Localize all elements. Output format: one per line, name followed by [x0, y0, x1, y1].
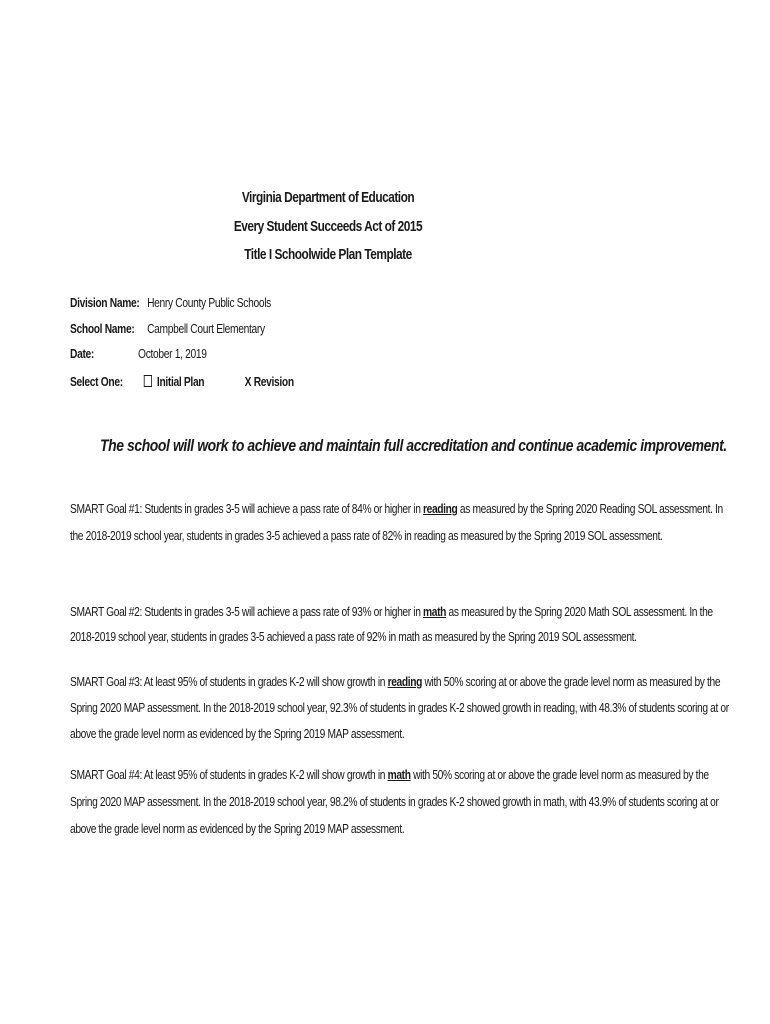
select-label: Select One: [70, 375, 123, 389]
goal-1-text-after: as measured by the Spring 2020 Reading SOL assessment. In the 2018-2019 school year, students in grades 3-5 achieved a pass rate of 82% in reading as measured by the Spring 2019 SOL assessment. [70, 502, 723, 543]
date-row [70, 347, 207, 361]
goal-1-text-before: SMART Goal #1: Students in grades 3-5 will achieve a pass rate of 84% or higher in [70, 502, 424, 516]
goal-3-subject: reading [387, 675, 423, 689]
goal-4-text-before: SMART Goal #4: At least 95% of students in grades K-2 will show growth in [70, 768, 388, 782]
goal-3-text-after: with 50% scoring at or above the grade level norm as measured by the Spring 2020 MAP assessment. In the 2018-2019 school year, 92.3% of students in grades K-2 showed growth in reading, with 48.3% of students scoring at or above the grade level norm as evidenced by the Spring 2019 MAP assessment. [70, 675, 729, 741]
school-row [70, 322, 265, 336]
title-line-3: Title I Schoolwide Plan Template [244, 247, 412, 263]
smart-goal-4 [70, 762, 734, 843]
goal-2-subject: math [423, 605, 447, 619]
smart-goal-3 [70, 669, 734, 747]
goal-2-text-before: SMART Goal #2: Students in grades 3-5 will achieve a pass rate of 93% or higher in [70, 605, 424, 619]
option-revision[interactable]: X Revision [244, 375, 294, 389]
title-line-1: Virginia Department of Education [241, 190, 415, 206]
smart-goal-1 [70, 496, 734, 549]
school-label: School Name: [70, 322, 135, 336]
date-label: Date: [70, 347, 94, 361]
goal-3-text-before: SMART Goal #3: At least 95% of students in grades K-2 will show growth in [70, 675, 388, 689]
smart-goal-2 [70, 600, 734, 650]
goal-1-subject: reading [423, 502, 458, 516]
division-label: Division Name: [70, 296, 140, 310]
mission-statement: The school will work to achieve and maintain full accreditation and continue academic improvement. [100, 436, 727, 455]
goal-2-text-after: as measured by the Spring 2020 Math SOL assessment. In the 2018-2019 school year, students in grades 3-5 achieved a pass rate of 92% in math as measured by the Spring 2019 SOL assessment. [70, 605, 713, 644]
division-row [70, 296, 271, 310]
goal-4-subject: math [387, 768, 411, 782]
option-initial-label: Initial Plan [156, 375, 205, 389]
select-row [70, 375, 294, 389]
date-value: October 1, 2019 [138, 347, 207, 361]
school-value: Campbell Court Elementary [147, 322, 265, 336]
title-line-2: Every Student Succeeds Act of 2015 [233, 218, 423, 235]
division-value: Henry County Public Schools [147, 296, 271, 310]
empty-checkbox-icon[interactable] [144, 375, 152, 387]
goal-4-text-after: with 50% scoring at or above the grade level norm as measured by the Spring 2020 MAP assessment. In the 2018-2019 school year, 98.2% of students in grades K-2 showed growth in math, with 43.9% of students scoring at or above the grade level norm as evidenced by the Spring 2019 MAP assessment. [70, 768, 719, 836]
option-initial-plan[interactable] [144, 375, 204, 389]
document-title [0, 184, 656, 270]
